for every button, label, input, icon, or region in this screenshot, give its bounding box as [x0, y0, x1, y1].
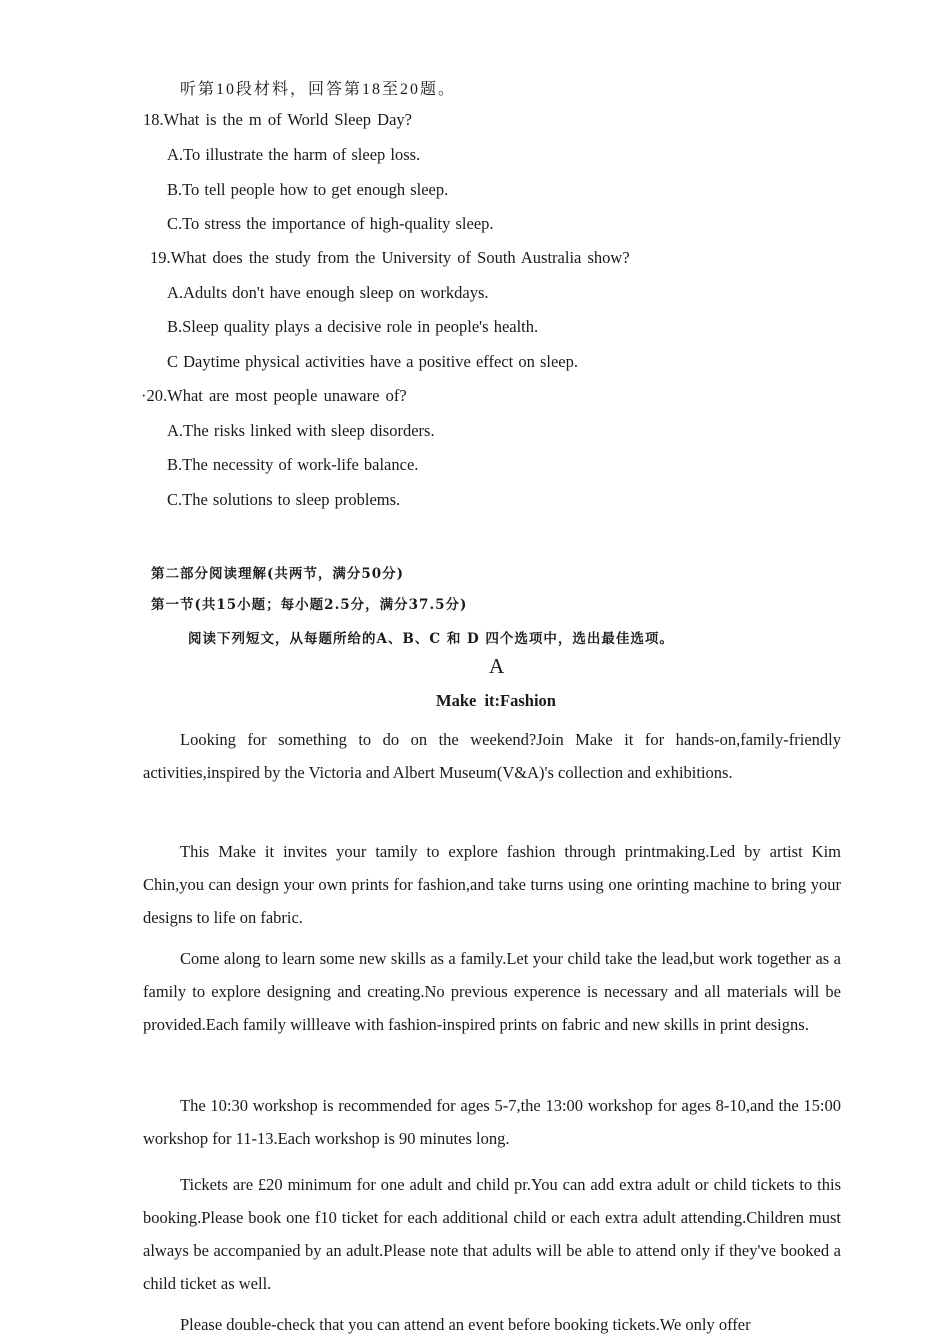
- question-20-option-a: A.The risks linked with sleep disorders.: [167, 421, 435, 440]
- passage-paragraph-3: Come along to learn some new skills as a family.Let your child take the lead,but work together as a family to explore designing and creating.No previous experence is necessary and all materials will be provided.Each family willleave with fashion-inspired prints on fabric and new skills in print designs.: [143, 949, 841, 1034]
- reading-part-heading: 第二部分阅读理解(共两节，满分50分): [151, 566, 405, 582]
- reading-section-heading: 第一节(共15小题；每小题2.5分，满分37.5分): [151, 597, 468, 613]
- question-18-option-b: B.To tell people how to get enough sleep.: [167, 180, 449, 199]
- question-18-option-c: C.To stress the importance of high-quality sleep.: [167, 214, 494, 233]
- listening-intro: 听第10段材料，回答第18至20题。: [180, 81, 457, 98]
- question-18: 18.What is the m of World Sleep Day?: [143, 110, 412, 129]
- reading-instruction: 阅读下列短文，从每题所给的A、B、C 和 D 四个选项中，选出最佳选项。: [188, 631, 674, 647]
- question-20-option-b: B.The necessity of work-life balance.: [167, 455, 419, 474]
- question-18-option-a: A.To illustrate the harm of sleep loss.: [167, 145, 421, 164]
- passage-paragraph-5: Tickets are £20 minimum for one adult and child pr.You can add extra adult or child tickets to this booking.Please book one f10 ticket for each additional child or each extra adult attending.Children must always be accompanied by an adult.Please note that adults will be able to attend only if they've booked a child ticket as well.: [143, 1175, 841, 1293]
- passage-title: Make it:Fashion: [436, 691, 556, 710]
- passage-paragraph-4: The 10:30 workshop is recommended for ages 5-7,the 13:00 workshop for ages 8-10,and the 15:00 workshop for 11-13.Each workshop is 90 minutes long.: [143, 1096, 841, 1148]
- passage-paragraph-2: This Make it invites your tamily to explore fashion through printmaking.Led by artist Kim Chin,you can design your own prints for fashion,and take turns using one orinting machine to bring your designs to life on fabric.: [143, 842, 841, 927]
- question-19: 19.What does the study from the University of South Australia show?: [150, 248, 630, 267]
- question-19-option-a: A.Adults don't have enough sleep on workdays.: [167, 283, 489, 302]
- passage-paragraph-1: Looking for something to do on the weekend?Join Make it for hands-on,family-friendly activities,inspired by the Victoria and Albert Museum(V&A)'s collection and exhibitions.: [143, 730, 841, 782]
- question-19-option-c: C Daytime physical activities have a positive effect on sleep.: [167, 352, 578, 371]
- passage-paragraph-6: Please double-check that you can attend an event before booking tickets.We only offer: [180, 1315, 751, 1334]
- question-19-option-b: B.Sleep quality plays a decisive role in people's health.: [167, 317, 539, 336]
- passage-letter: A: [489, 654, 505, 678]
- question-20: ·20.What are most people unaware of?: [141, 386, 407, 405]
- question-20-option-c: C.The solutions to sleep problems.: [167, 490, 401, 509]
